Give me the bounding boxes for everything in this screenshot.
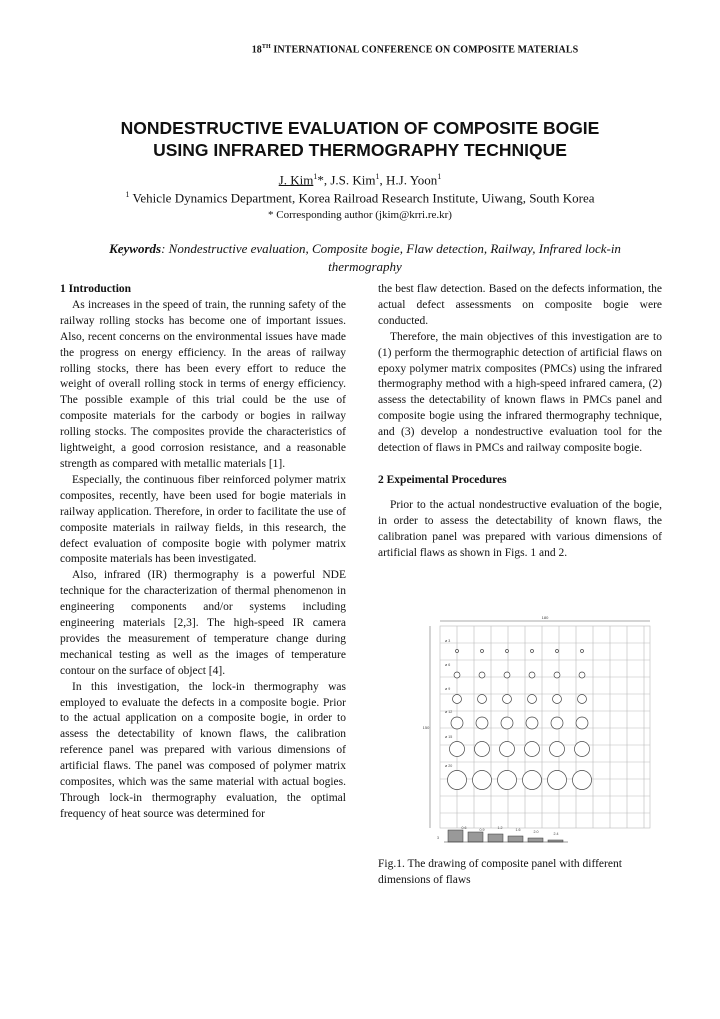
intro-paragraph-3: Also, infrared (IR) thermography is a powerful NDE technique for the characterization of thermal phenomenon in engineering components and/or systems including engineering materials [2,3]. The high-speed IR camera provides the measurement of temperature change during mechanical testing as well as the images of temperature contour on the surface of object [4]. (60, 569, 346, 677)
depth-label-2: 0.9 (479, 828, 485, 832)
dim-top-label: 180 (541, 615, 549, 620)
conference-header (0, 44, 720, 55)
row-label-1: ø 3 (445, 639, 451, 643)
objectives-paragraph: Therefore, the main objectives of this investigation are to (1) perform the thermographic detection of artificial flaws on epoxy polymer matrix composites (PMCs) using the infrared thermography method with a high-speed infrared camera, (2) assess the detectability of known flaws in PMCs panel and composite bogie using the infrared thermography technique, and (3) develop a nondestructive evaluation tool for the detection of flaws in PMCs and railway composite bogie. (378, 330, 662, 455)
right-column (378, 282, 662, 562)
affiliation (60, 190, 660, 206)
header-superscript: TH (261, 44, 271, 50)
author-list (60, 172, 660, 188)
row-label-4: ø 12 (445, 710, 453, 714)
procedures-paragraph: Prior to the actual nondestructive evaluation of the bogie, in order to assess the detectability of known flaws, the calibration panel was prepared with various dimensions of artificial flaws as shown in Figs. 1 and 2. (378, 498, 662, 559)
dim-left-label: 150 (422, 725, 430, 730)
paper-title (60, 117, 660, 161)
keywords-text: Nondestructive evaluation, Composite bogie, Flaw detection, Railway, Infrared lock-in thermography (168, 241, 621, 274)
intro-paragraph-1: As increases in the speed of train, the running safety of the railway rolling stocks has become one of important issues. Also, recent concerns on the environmental issues have made the progress on energy efficiency. In the areas of railway rolling stocks, there has been every effort to reduce the weight of overall rolling stock in terms of energy efficiency. The possible example of this trial could be the use of composite materials for the carbody or bogies in railway rolling stocks. The composites provide the characteristics of lightweight, a good corrosion resistance, and a reasonable strength as compared with metallic materials [1]. (60, 298, 346, 470)
title-line-2: USING INFRARED THERMOGRAPHY TECHNIQUE (153, 140, 567, 160)
depth-label-6: 2.4 (553, 832, 559, 836)
depth-label-5: 2.0 (533, 830, 539, 834)
left-column (60, 282, 346, 823)
author-2-affil: 1 (375, 172, 380, 181)
author-3: H.J. Yoon (386, 172, 438, 188)
section-heading-procedures: 2 Expeimental Procedures (378, 473, 507, 486)
header-number: 18 (251, 44, 262, 56)
keywords (100, 240, 630, 276)
flaw-panel-drawing (418, 612, 666, 850)
intro-paragraph-4-cont: the best flaw detection. Based on the defects information, the actual defect assessments on composite bogie were conducted. (378, 283, 662, 327)
row-label-3: ø 9 (445, 687, 451, 691)
corresponding-author: * Corresponding author (jkim@krri.re.kr) (268, 209, 452, 221)
depth-label-1: 0.6 (461, 826, 467, 830)
depth-label-4: 1.6 (515, 828, 521, 832)
bottom-left-label: 3 (437, 836, 439, 840)
author-3-affil: 1 (437, 172, 442, 181)
keywords-label: Keywords (109, 241, 162, 256)
section-heading-introduction: 1 Introduction (60, 283, 132, 295)
row-label-5: ø 15 (445, 735, 453, 739)
depth-label-3: 1.2 (497, 826, 503, 830)
author-1-affil: 1 (313, 172, 318, 181)
author-2: J.S. Kim (330, 172, 376, 188)
author-1-mark: *, (317, 172, 331, 188)
keywords-colon: : (161, 241, 169, 256)
figure-caption: Fig.1. The drawing of composite panel with different dimensions of flaws (378, 858, 622, 886)
author-1: J. Kim (278, 172, 314, 188)
author-sep: , (379, 172, 386, 188)
affiliation-text: Vehicle Dynamics Department, Korea Railroad Research Institute, Uiwang, South Korea (129, 190, 595, 206)
row-label-2: ø 6 (445, 663, 451, 667)
header-text: INTERNATIONAL CONFERENCE ON COMPOSITE MATERIALS (270, 44, 579, 56)
row-label-6: ø 20 (445, 764, 453, 768)
affiliation-number: 1 (125, 190, 130, 199)
intro-paragraph-2: Especially, the continuous fiber reinforced polymer matrix composites, recently, have been used for bogie materials in railway application. Therefore, in order to facilitate the use of composite materials in railway fields, in this research, the defect evaluation of composite bogie with polymer matrix composite materials has been investigated. (60, 473, 346, 566)
intro-paragraph-4: In this investigation, the lock-in thermography was employed to evaluate the defects in a composite bogie. Prior to the actual application on a composite bogie, in order to assess the detectability of known flaws, the calibration reference panel was prepared with various dimensions of artificial flaws. The panel was composed of polymer matrix composites, which was the same material with actual bogies. Through lock-in thermography evaluation, the optimal frequency of heat source was determined for (60, 680, 346, 820)
title-line-1: NONDESTRUCTIVE EVALUATION OF COMPOSITE BOGIE (120, 118, 600, 138)
